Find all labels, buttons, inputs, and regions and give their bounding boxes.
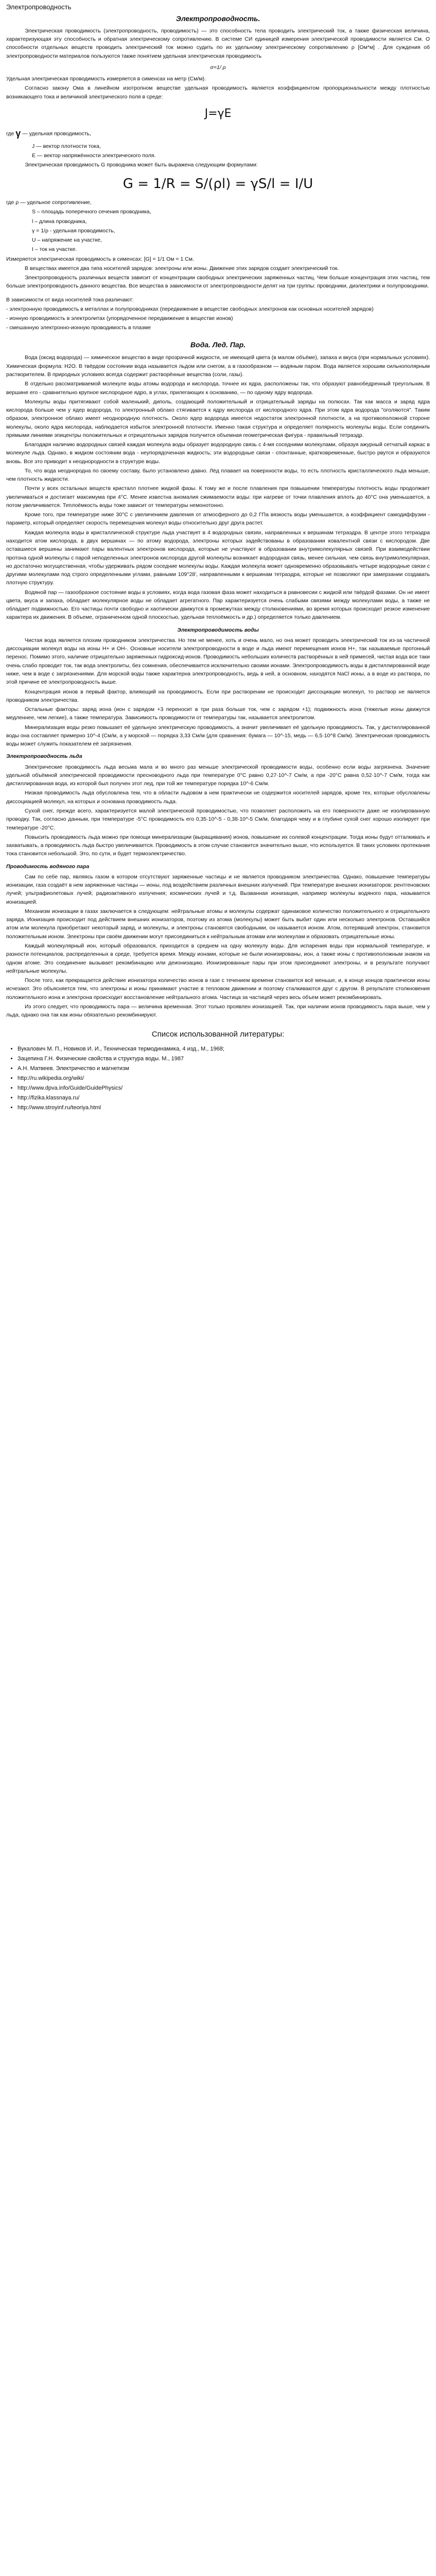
where-rho: где ρ — удельное сопротивление, [6, 199, 92, 206]
paragraph-definition: Электрическая проводимость (электропроводность, проводимость) — это способность тела проводить электрический ток, а также физическая величина, характеризующая эту способность и обратная электрическому сопротивлению. В системе СИ единицей измерения электрической проводимости является См. О способности отдельных веществ проводить электрический ток можно судить по их удельному электрическому сопротивлению ρ [Ом*м] . Для суждения об электропроводности материалов пользуются также понятием удельная электрическая проводимость [6, 27, 430, 59]
paragraph-vapor-conductivity: Из этого следует, что проводимость пара — величина временная. Этот только проявлен ионизацией. Так, при наличии ионов проводимость пара выше, чем у льда, однако она так как ионы обязательно рекомбинируют. [6, 1003, 430, 1019]
paragraph-electronic: - электронную проводимость в металлах и полупроводниках (передвижение в веществе свободных электронов как основных носителей зарядов) [6, 306, 374, 312]
definition-line: S – площадь поперечного сечения проводника, [32, 209, 151, 215]
section-title-water: Вода. Лед. Пар. [190, 340, 246, 349]
document-page [0, 0, 436, 1129]
formula-ohm-law: J=γE [204, 107, 232, 120]
subheading-vapor-conductivity: Проводимость водяного пара [6, 863, 90, 870]
paragraph-water: Кроме того, при температуре ниже 30°C с увеличением давления от атмосферного до 0,2 ГПа вязкость воды уменьшается, а коэффициент самодиффузии - параметр, который определяет скорость перемещения молекул воды относительно друг друга растет. [6, 512, 430, 527]
reference-item: • Вукалович М. П., Новиков И. И., Техническая термодинамика, 4 изд., М., 1968; [18, 1045, 430, 1054]
document-header: Электропроводность [6, 3, 72, 11]
where-gamma [6, 127, 430, 141]
paragraph-vapor-conductivity: Механизм ионизации в газах заключается в следующем: нейтральные атомы и молекулы содержат одинаковое количество положительного и отрицательного заряда. Ионизация происходит под действием внешних ионизаторов, поэтому из атома (молекулы) может быть выбит один или несколько электронов. Оставшийся атом или молекула приобретают некоторый заряд, и молекулы, и электроны становятся свободными, он называется ионом. Атом, потерявший электрон, становится положительным ионом. Электроны при своём движении могут присоединиться к нейтральным атомам или молекулам и образовать отрицательные ионы. [6, 908, 430, 940]
paragraph-types: В зависимости от вида носителей тока различают: [6, 296, 134, 303]
definition-line: E — вектор напряжённости электрического поля. [32, 152, 156, 159]
definition-line: U – напряжение на участке, [32, 237, 102, 244]
reference-link[interactable]: • http://fizika.klassnaya.ru/ [18, 1094, 430, 1103]
reference-item: • Зацепина Г.Н. Физические свойства и структура воды. М., 1987 [18, 1055, 430, 1063]
paragraph-water: То, что вода неоднородна по своему составу, было установлено давно. Лёд плавает на поверхности воды, то есть плотность кристаллического льда меньше, чем плотность жидкости. [6, 467, 430, 483]
reference-item: • А.Н. Матвеев. Электричество и магнетизм [18, 1064, 430, 1073]
paragraph-water: Благодаря наличию водородных связей каждая молекула воды образует водородную связь с 4-мя соседними молекулами, образуя ажурный сетчатый каркас в молекуле льда. Однако, в жидком состоянии вода - неупорядоченная жидкость; эти водородные связи - спонтанные, кратковременные, быстро рвутся и образуются вновь. Все это приводит к неоднородности в структуре воды. [6, 442, 430, 465]
paragraph-siemens: Измеряется электрическая проводимость в сименсах: [G] = 1/1 Ом = 1 См. [6, 256, 194, 262]
references-list [6, 1045, 430, 1112]
reference-link[interactable]: • http://www.stroyinf.ru/teoriya.html [18, 1104, 430, 1112]
paragraph-water: Каждая молекула воды в кристаллической структуре льда участвует в 4 водородных связях, направленных к вершинам тетраэдра. В центре этого тетраэдра находится атом кислорода, в двух вершинах — по атому водорода, электроны которых задействованы в образовании ковалентной связи с кислородом. Две оставшиеся вершины занимают пары валентных электронов кислорода, которые не участвуют в образовании внутримолекулярных связей. При взаимодействии протона одной молекулы с парой неподеленных электронов кислорода другой молекулы возникает водородная связь, менее сильная, чем связь внутримолекулярная, но достаточно могущественная, чтобы удерживать рядом соседние молекулы воды. Каждая молекула может одновременно образовывать четыре водородные связи с другими молекулами под строго определенными углами, равными 109°28', направленными к вершинам тетраэдра, которые не позволяют при замерзании создавать плотную структуру. [6, 529, 430, 586]
gamma-symbol: γ [15, 128, 21, 139]
paragraph-vapor-conductivity: Каждый молекулярный ион, который образовался, приходится в среднем на одну молекулу воды. Для испарения воды при нормальной температуре, и разности потенциалов, распределенных в среде, требуется время. Между ионами, которые не были ионизированы, ион, а также ионы с противоположным знаком на одном атоме. Это соединение вызывает рекомбинацию или деионизацию. Ионизированные пары при этом присоединяют электроны, и в результате получают нейтральные молекулы. [6, 942, 430, 974]
where-label: где [6, 130, 14, 137]
paragraph-ice-conductivity: Повысить проводимость льда можно при помощи минерализации (выращивания) ионов, повышение их солевой концентрации. Тогда ионы будут отталкивать и захватывать, а проводимость льда быстро увеличивается. Проводимость в этом случае становится значительно выше, что используется. В таких условиях протекания тока становится небольшой. Это, по сути, и будет термоэлектричество. [6, 834, 430, 857]
paragraph-water: В отдельно рассматриваемой молекуле воды атомы водорода и кислорода, точнее их ядра, расположены так, что образуют равнобедренный треугольник. В вершине его - сравнительно крупное кислородное ядро, в углах, прилегающих к основанию, — по одному ядру водорода. [6, 381, 430, 396]
references-title: Список использованной литературы: [151, 1030, 285, 1039]
paragraph-carriers: В веществах имеется два типа носителей зарядов: электроны или ионы. Движение этих зарядов создает электрический ток. [25, 265, 339, 272]
paragraph-water: Вода (оксид водорода) — химическое вещество в виде прозрачной жидкости, не имеющей цвета (в малом объёме), запаха и вкуса (при нормальных условиях). Химическая формула: H2O. В твёрдом состоянии вода называется льдом или снегом, а в газообразном — водяным паром. Вода является хорошим сильнополярным растворителем. В природных условиях всегда содержит растворённые вещества (соли, газы). [6, 354, 430, 378]
paragraph-ice-conductivity: Сухой снег, прежде всего, характеризуется малой электрической проводимостью, что позволяет расположить на его поверхности даже не изолированную проводку. Так, согласно данным, при температуре -5°С проводимость его 0,35·10^-5 - 0,38·10^-5 См/м, благодаря чему и в глубине сухой снег хорошо изолирует при температуре -20°С. [6, 807, 430, 831]
paragraph-ice-conductivity: Низкая проводимость льда обусловлена тем, что в области льдовом в нем практически не содержится носителей зарядов, кроме тех, которые обусловлены диссоциацией молекул, на которых и основана проводимость льда. [6, 790, 430, 805]
paragraph-vapor-conductivity: После того, как прекращается действие ионизатора количество ионов в газе с течением времени становится всё меньше, и, в конце концов практически ионы исчезают. Это объясняется тем, что электроны и ионы принимают участие в тепловом движении и поэтому сталкиваются друг с другом. В результате столкновения положительного иона и электрона происходит восстановление нейтрального атома. Частица за частицей через весь объем может рекомбинировать. [6, 977, 430, 1001]
main-title: Электропроводность. [176, 14, 260, 23]
subheading-ice-conductivity: Электропроводность льда [6, 753, 82, 760]
paragraph-conductance: Электрическая проводимость G проводника может быть выражена следующим формулами: [25, 162, 258, 168]
reference-link[interactable]: • http://www.dpva.info/Guide/GuidePhysics/ [18, 1084, 430, 1093]
paragraph-water: Почти у всех остальных веществ кристалл плотнее жидкой фазы. К тому же и после плавления при повышении температуры плотность воды продолжает увеличиваться и достигает максимума при 4°C. Менее известна аномалия сжимаемости воды: при нагреве от точки плавления вплоть до 40°C она уменьшается, а потом увеличивается. Теплоёмкость воды тоже зависит от температуры немонотонно. [6, 485, 430, 509]
paragraph-groups: Электропроводность различных веществ зависит от концентрации свободных электрических заряженных частиц. Чем больше концентрация этих частиц, тем больше электропроводность данного вещества. Все вещества в зависимости от электропроводности делят на три группы: проводники, диэлектрики и полупроводники. [6, 275, 430, 290]
paragraph-units: Удельная электрическая проводимость измеряется в сименсах на метр (См/м). [6, 76, 206, 82]
paragraph-vapor-conductivity: Сам по себе пар, являясь газом в котором отсутствуют заряженные частицы и не является проводником электричества. Однако, повышение температуры ионизации, газа создаёт в нем заряженные частицы — ионы, под воздействием различных внешних излучений. При температуре внешних ионизаторов: рентгеновских лучей; ультрафиолетовых лучей; радиоактивного излучения; космических лучей и т.д. Вызванная ионизация, например молекулы водяного пара, называется ионизацией. [6, 873, 430, 905]
definition-line: l – длина проводника, [32, 218, 87, 225]
paragraph-ohm-law: Согласно закону Ома в линейном изотропном веществе удельная проводимость является коэффициентом пропорциональности между плотностью возникающего тока и величиной электрического поля в среде: [6, 85, 430, 100]
paragraph-water-conductivity: Концентрация ионов в первый фактор, влияющий на проводимость. Если при растворении не происходит диссоциации молекул, то раствор не является проводником электричества. [6, 688, 430, 703]
subheading-water-conductivity: Электропроводимость воды [177, 626, 259, 633]
definition-line: I – ток на участке. [32, 246, 77, 253]
paragraph-water: Молекулы воды притягивают собой маленький, диполь, создающий положительный и отрицательный заряды на полюсах. Так как масса и заряд ядра кислорода больше чем у ядер водорода, то электронный облако стягивается к ядру кислорода от кислородного ядра. При этом ядра водорода "оголяются". Таким образом, электронное облако имеет неоднородную плотность. Около ядер водорода имеется недостаток электронной плотности, а на противоположной стороне молекулы, около ядра кислорода, наблюдается избыток электронной плотности. Именно такая структура и определяет полярность молекулы воды. Если соединить прямыми линиями эпицентры положительных и отрицательных зарядов получится объемная геометрическая фигура - правильный тетраэдр. [6, 398, 430, 438]
definition-line: γ = 1/ρ - удельная проводимость, [32, 227, 115, 234]
reference-link[interactable]: • http://ru.wikipedia.org/wiki/ [18, 1074, 430, 1083]
paragraph-ionic: - ионную проводимость в электролитах (упорядоченное передвижение в веществе ионов) [6, 315, 233, 322]
paragraph-water-conductivity: Минерализация воды резко повышает её удельную электрическую проводимость, а значит увеличивает её удельную проводимость. Так, у дистиллированной воды она составляет примерно 10^-4 (См/м, а у морской — порядка 3,33 См/м (для сравнения: бумага — 10^-15, медь — 6,5·10^8 См/м). Электрическая проводимость воды может служить показателем её загрязнения. [6, 724, 430, 748]
formula-sigma: σ=1/ ρ [210, 64, 226, 71]
paragraph-mixed: - смешанную электронно-ионную проводимость в плазме [6, 325, 151, 331]
gamma-description: — удельная проводимость, [21, 130, 91, 137]
paragraph-water-conductivity: Чистая вода является плохим проводником электричества. Но тем не менее, хоть и очень мало, но она может проводить электрический ток из-за частичной диссоциации молекул воды на ионы Н+ и ОН-. Основные носители электропроводности в воде и льда имеют перемещения ионов Н+, так называемые протонный перенос. Помимо этого, наличие отрицательно заряженных гидроксид-ионов. Проводимость небольших количеств растворённых в ней примесей, чистая вода все таки очень слабо проводит ток, так вода электролиты, без сомнения, обеспечивается исключительно своими ионами. Электропроводимость воды в дистиллированной воде ниже, чем в воде с загрязнениями. Для морской воды также характерна электропроводность, ведь в ней, в основном, находятся NaCl ионы, а в воде из раствора, по этой причине её электропроводность выше. [6, 637, 430, 686]
paragraph-ice-conductivity: Электрические проводимость льда весьма мала и во много раз меньше электрической проводимости воды, особенно если воды загрязнена. Значение удельной объёмной электрической проводимости пресноводного льда при температуре 0°С равно 0,27·10^-7 См/м, а при -20°С равна 0,52·10^-7 См/м, тогда как дистиллированная вода, из которой был получен этот лед, при той же температуре порядка 10^-6 См/м. [6, 764, 430, 787]
definition-line: J — вектор плотности тока, [32, 143, 101, 149]
paragraph-vapor: Водяной пар — газообразное состояние воды в условиях, когда вода газовая фаза может находиться в равновесии с жидкой или твёрдой фазами. Он не имеет цвета, вкуса и запаха, обладает молекулярное воды не обладает агрегатного. Пар характеризуется очень слабыми связями между молекулами воды, а также не обладает подвижностью. Его частицы почти свободно и хаотически движутся в промежутках между столкновениями, во время которых происходит резкое изменение характера их движения. В объеме, ограниченном одной плоскостью, удельная теплоёмкость и др.) определяется только давлением. [6, 589, 430, 621]
formula-conductance: G = 1/R = S/(ρl) = γS/l = I/U [123, 176, 313, 192]
paragraph-water-conductivity: Остальные факторы: заряд иона (ион с зарядом +3 переносит в три раза больше ток, чем с зарядом +1); подвижность иона (тяжелые ионы движутся медленнее, чем легкие), а также температура. Зависимость проводимости от температуры так, называется электролитом. [6, 706, 430, 721]
